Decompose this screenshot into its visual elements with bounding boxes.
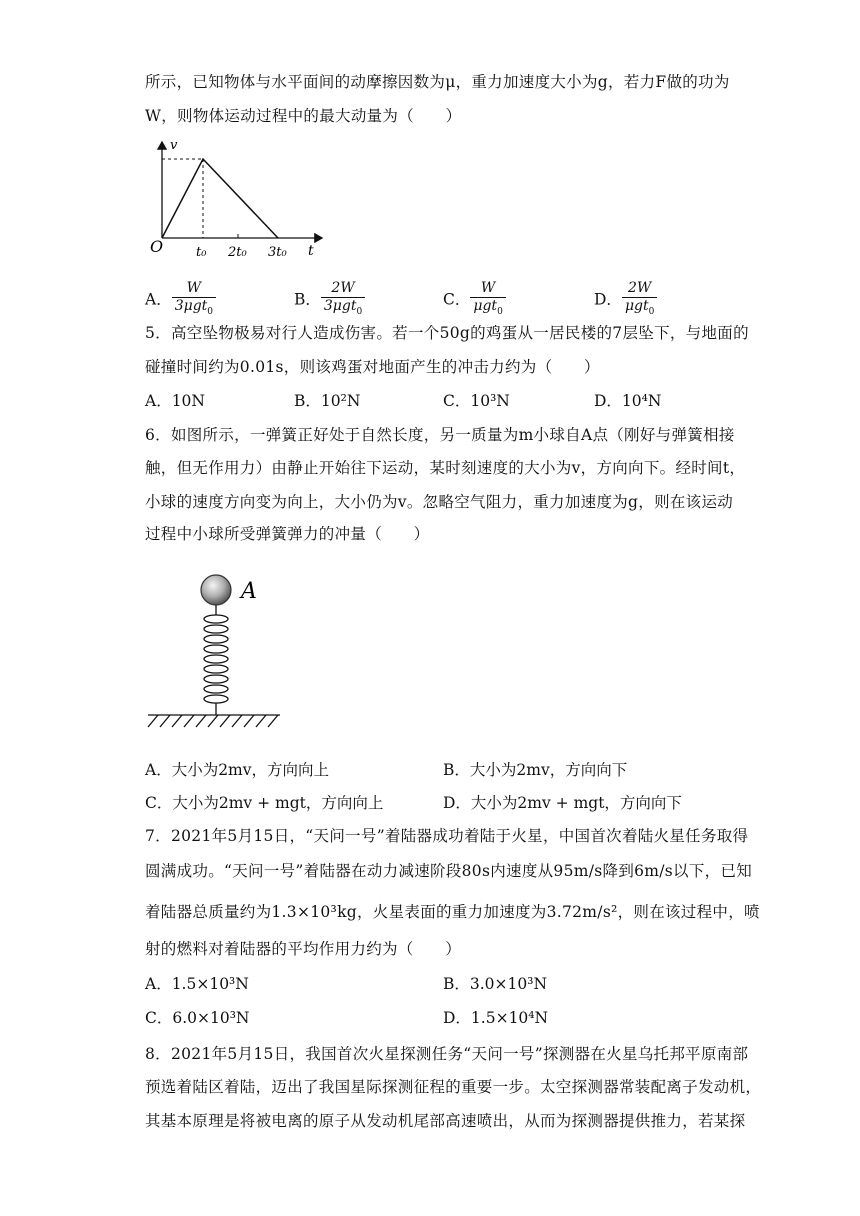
q8-text-line1: 8．2021年5月15日，我国首次火星探测任务“天问一号”探测器在火星乌托邦平原南部: [145, 1045, 749, 1063]
q4-text-line2: W，则物体运动过程中的最大动量为（ ）: [145, 107, 462, 125]
q5-option-b: B．10²N: [294, 392, 361, 410]
q5-text-line2: 碰撞时间约为0.01s，则该鸡蛋对地面产生的冲击力约为（ ）: [145, 358, 600, 376]
point-a-label: A: [241, 579, 257, 604]
q7-option-d: D．1.5×10⁴N: [443, 1009, 549, 1027]
q6-option-a: A．大小为2mv，方向向上: [145, 761, 330, 779]
ball: [201, 575, 231, 605]
q7-text-line2: 圆满成功。“天问一号”着陆器在动力减速阶段80s内速度从95m/s降到6m/s以下，已知: [145, 862, 753, 880]
q6-option-b: B．大小为2mv，方向向下: [443, 761, 628, 779]
q6-text-line1: 6．如图所示，一弹簧正好处于自然长度，另一质量为m小球自A点（刚好与弹簧相接: [145, 426, 735, 444]
q6-option-d: D．大小为2mv + mgt，方向向下: [443, 794, 682, 812]
q8-text-line3: 其基本原理是将被电离的原子从发动机尾部高速喷出，从而为探测器提供推力，若某探: [145, 1112, 746, 1130]
velocity-time-graph: [140, 138, 330, 263]
spring-ball-figure: [140, 565, 300, 735]
q7-text-line3: 着陆器总质量约为1.3×10³kg，火星表面的重力加速度为3.72m/s²，则在该过程中，喷: [145, 903, 760, 921]
q7-text-line4: 射的燃料对着陆器的平均作用力约为（ ）: [145, 940, 462, 958]
v-t-curve: [162, 159, 278, 238]
ground: [148, 715, 280, 727]
q4-option-a: A． $\frac{W}{3\mu gt_0}$: [145, 280, 216, 321]
q7-text-line1: 7．2021年5月15日，“天问一号”着陆器成功着陆于火星，中国首次着陆火星任务取得: [145, 827, 749, 845]
q4-text-line1: 所示，已知物体与水平面间的动摩擦因数为μ，重力加速度大小为g，若力F做的功为: [145, 73, 730, 91]
q4-option-c: C． $\frac{W}{\mu gt_0}$: [443, 280, 506, 321]
q5-option-d: D．10⁴N: [594, 392, 662, 410]
tick-t0: t₀: [196, 245, 207, 260]
origin-label: O: [150, 237, 164, 256]
q4-option-b: B． $\frac{2W}{3\mu gt_0}$: [294, 280, 365, 321]
q5-option-c: C．10³N: [443, 392, 510, 410]
q6-text-line4: 过程中小球所受弹簧弹力的冲量（ ）: [145, 525, 430, 543]
q7-option-b: B．3.0×10³N: [443, 975, 548, 993]
t-axis-label: t: [308, 243, 314, 259]
q6-text-line3: 小球的速度方向变为向上，大小仍为v。忽略空气阻力，重力加速度为g，则在该运动: [145, 493, 734, 511]
q6-option-c: C．大小为2mv + mgt，方向向上: [145, 794, 384, 812]
q7-option-a: A．1.5×10³N: [145, 975, 249, 993]
tick-3t0: 3t₀: [268, 245, 287, 260]
tick-2t0: 2t₀: [228, 245, 247, 260]
q8-text-line2: 预选着陆区着陆，迈出了我国星际探测征程的重要一步。太空探测器常装配离子发动机，: [145, 1078, 762, 1096]
q4-option-d: D． $\frac{2W}{\mu gt_0}$: [594, 280, 657, 321]
v-axis-label: v: [170, 138, 178, 153]
q5-text-line1: 5．高空坠物极易对行人造成伤害。若一个50g的鸡蛋从一居民楼的7层坠下，与地面的: [145, 324, 749, 342]
q7-option-c: C．6.0×10³N: [145, 1009, 250, 1027]
q6-text-line2: 触，但无作用力）由静止开始往下运动，某时刻速度的大小为v，方向向下。经时间t，: [145, 459, 746, 477]
spring: [204, 605, 228, 715]
q5-option-a: A．10N: [145, 392, 205, 410]
